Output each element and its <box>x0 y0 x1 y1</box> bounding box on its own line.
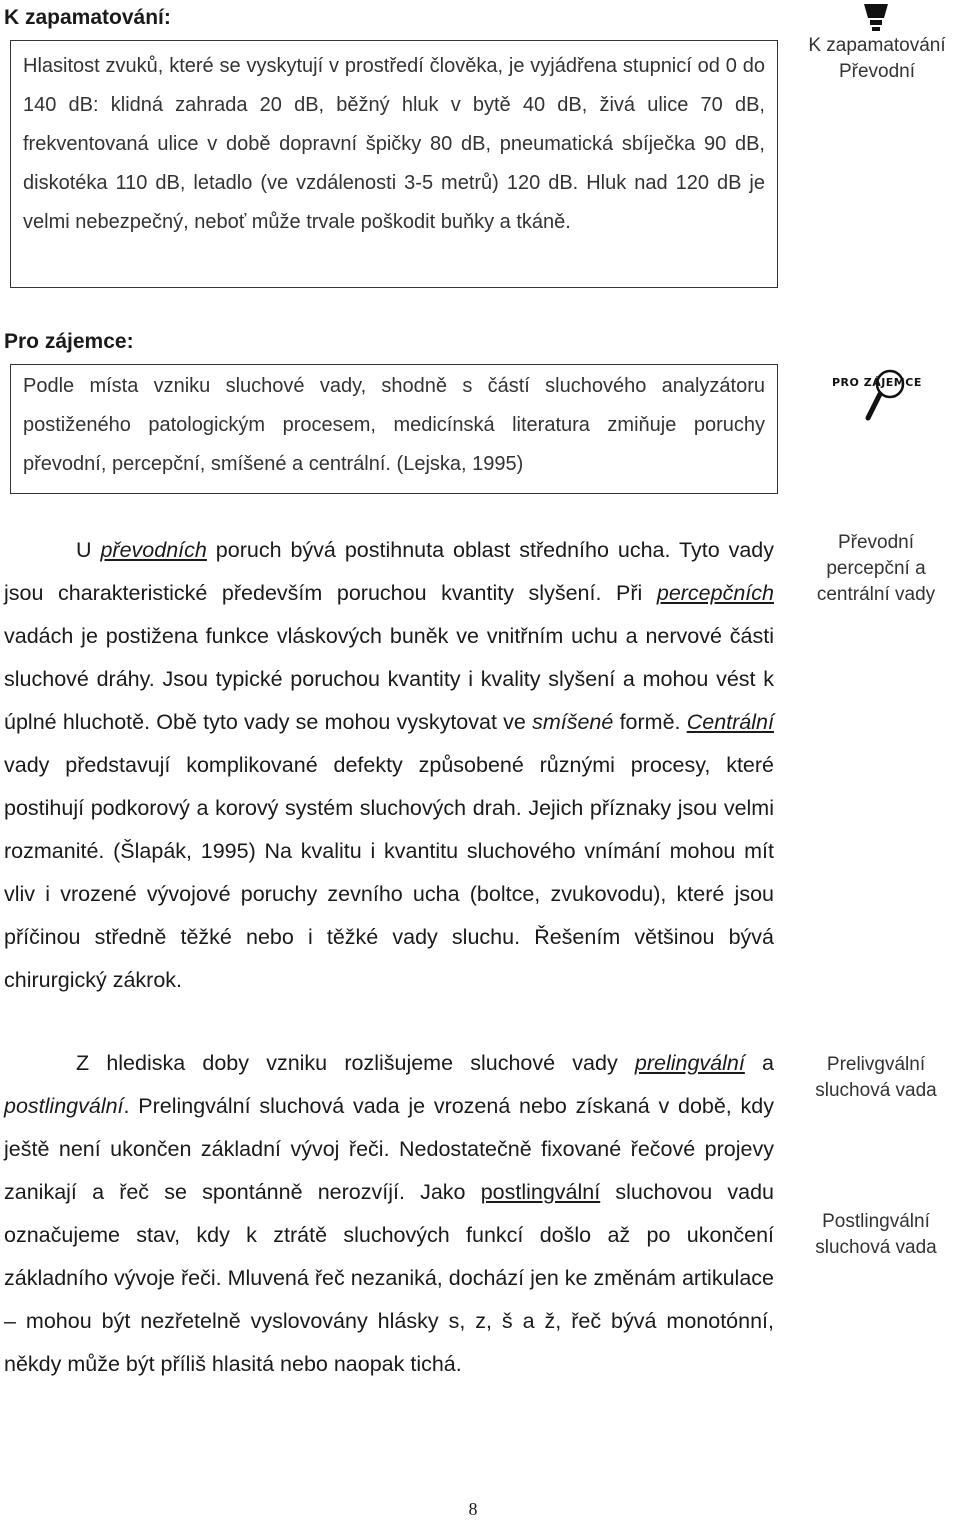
page-number: 8 <box>468 1499 478 1519</box>
term-postlingvalni-underlined: postlingvální <box>480 1180 601 1204</box>
remember-side-note: Převodní <box>838 61 916 82</box>
remember-icon <box>862 2 890 32</box>
paragraph-hearing-defects <box>4 529 774 1002</box>
text-run: U <box>76 538 101 562</box>
margin-note-prelingual: Prelivgvální sluchová vada <box>815 1054 937 1101</box>
pro-zajemce-icon-label: PRO ZÁJEMCE <box>832 376 922 389</box>
margin-note-postlingual: Postlingvální sluchová vada <box>815 1211 937 1258</box>
remember-box <box>10 40 778 288</box>
paragraph-onset-time <box>4 1042 774 1386</box>
text-run: vadách je postižena funkce vláskových buněk ve vnitřním uchu a nervové části sluchové dráhy. Jsou typické poruchou kvantity i kvality slyšení a mohou vést k úplné hluchotě. Obě tyto vady se mohou vyskytovat ve <box>4 624 774 734</box>
magnifier-icon <box>828 366 928 426</box>
remember-heading: K zapamatování: <box>4 6 171 29</box>
margin-note-defect-types: Převodní percepční a centrální vady <box>816 532 936 605</box>
interest-heading: Pro zájemce: <box>4 330 134 353</box>
term-postlingvalni: postlingvální <box>4 1094 124 1118</box>
remember-side-label: K zapamatování <box>808 35 946 56</box>
term-centralni: Centrální <box>686 710 774 734</box>
text-run: . Prelingvální sluchová vada je vrozená nebo získaná v době, kdy ještě není ukončen základní vývoj řeči. Nedostatečně fixované řečové projevy zanikají a řeč se spontánně nerozvíjí. Jako <box>4 1094 774 1204</box>
text-run: sluchovou vadu označujeme stav, kdy k ztrátě sluchových funkcí došlo až po ukončení základního vývoje řeči. Mluvená řeč nezaniká, dochází jen ke změnám artikulace – mohou být nezřetelně vyslovovány hlásky s, z, š a ž, řeč bývá monotónní, někdy může být příliš hlasitá nebo naopak tichá. <box>4 1180 774 1376</box>
interest-box-text: Podle místa vzniku sluchové vady, shodně s částí sluchového analyzátoru postiženého patologickým procesem, medicínská literatura zmiňuje poruchy převodní, percepční, smíšené a centrální. (Lejska, 1995) <box>23 375 765 475</box>
term-prevodnich: převodních <box>100 538 207 562</box>
pro-zajemce-icon <box>828 366 928 426</box>
term-prelingvalni: prelingvální <box>634 1051 745 1075</box>
term-smisene: smíšené <box>532 710 614 734</box>
remember-box-text: Hlasitost zvuků, které se vyskytují v prostředí člověka, je vyjádřena stupnicí od 0 do 140 dB: klidná zahrada 20 dB, běžný hluk v bytě 40 dB, živá ulice 70 dB, frekventovaná ulice v době dopravní špičky 80 dB, pneumatická sbíječka 90 dB, diskotéka 110 dB, letadlo (ve vzdálenosti 3-5 metrů) 120 dB. Hluk nad 120 dB je velmi nebezpečný, neboť může trvale poškodit buňky a tkáně. <box>23 55 765 233</box>
text-run: a <box>744 1051 775 1075</box>
interest-box <box>10 364 778 494</box>
text-run: formě. <box>613 710 687 734</box>
term-percepcnich: percepčních <box>656 581 774 605</box>
text-run: Z hlediska doby vzniku rozlišujeme sluchové vady <box>76 1051 635 1075</box>
text-run: poruch bývá postihnuta oblast středního ucha. Tyto vady jsou charakteristické především poruchou kvantity slyšení. Při <box>4 538 775 605</box>
text-run: vady představují komplikované defekty způsobené různými procesy, které postihují podkorový a korový systém sluchových drah. Jejich příznaky jsou velmi rozmanité. (Šlapák, 1995) Na kvalitu i kvantitu sluchového vnímání mohou mít vliv i vrozené vývojové poruchy zevního ucha (boltce, zvukovodu), které jsou příčinou středně těžké nebo i těžké vady sluchu. Řešením většinou bývá chirurgický zákrok. <box>4 753 774 992</box>
